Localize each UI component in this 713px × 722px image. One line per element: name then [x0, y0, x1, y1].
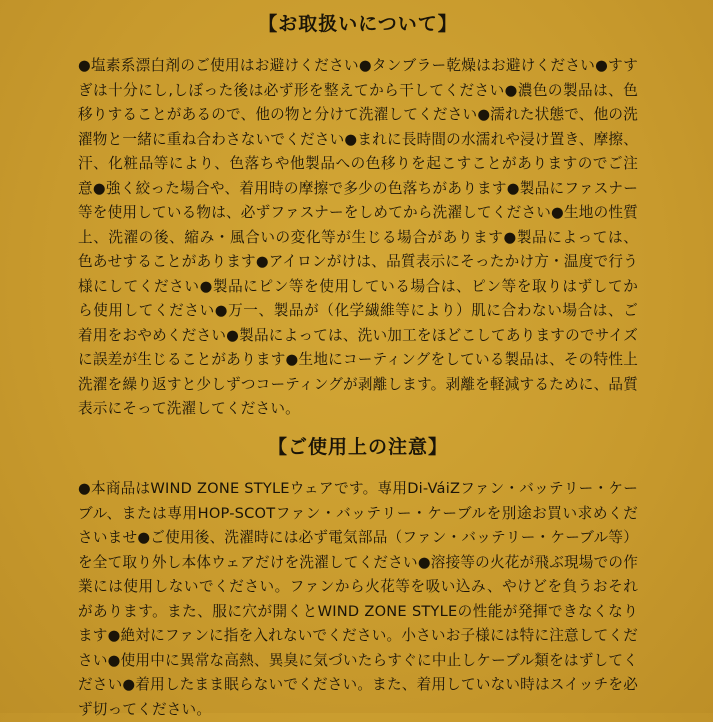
usage-caution-section [78, 433, 638, 722]
handling-section [78, 10, 638, 422]
handling-body: ●塩素系漂白剤のご使用はお避けください●タンブラー乾燥はお避けください●すすぎは十分にし,しぼった後は必ず形を整えてから干してください●濃色の製品は、色移りすることがあるので、他の物と分けて洗濯してください●濡れた状態で、他の洗濯物と一緒に重ね合わさないでください●まれに長時間の水濡れや浸け置き、摩擦、汗、化粧品等により、色落ちや他製品への色移りを起こすことがありますのでご注意●強く絞った場合や、着用時の摩擦で多少の色落ちがあります●製品にファスナー等を使用している物は、必ずファスナーをしめてから洗濯してください●生地の性質上、洗濯の後、縮み・風合いの変化等が生じる場合があります●製品によっては、色あせすることがあります●アイロンがけは、品質表示にそったかけ方・温度で行う様にしてください●製品にピン等を使用している場合は、ピン等を取りはずしてから使用してください●万一、製品が（化学繊維等により）肌に合わない場合は、ご着用をおやめください●製品によっては、洗い加工をほどこしてありますのでサイズに誤差が生じることがあります●生地にコーティングをしている製品は、その特性上洗濯を繰り返すと少しずつコーティングが剥離します。剥離を軽減するために、品質表示にそって洗濯してください。 [78, 57, 638, 417]
handling-heading: 【お取扱いについて】 [258, 13, 458, 35]
usage-caution-body: ●本商品はWIND ZONE STYLEウェアです。専用Di-VáiZファン・バッテリー・ケーブル、または専用HOP-SCOTファン・バッテリー・ケーブルを別途お買い求めくださいませ●ご使用後、洗濯時には必ず電気部品（ファン・バッテリー・ケーブル等）を全て取り外し本体ウェアだけを洗濯してください●溶接等の火花が飛ぶ現場での作業には使用しないでください。ファンから火花等を吸い込み、やけどを負うおそれがあります。また、服に穴が開くとWIND ZONE STYLEの性能が発揮できなくなります●絶対にファンに指を入れないでください。小さいお子様には特に注意してください●使用中に異常な高熱、異臭に気づいたらすぐに中止しケーブル類をはずしてください●着用したまま眠らないでください。また、着用していない時はスイッチを必ず切ってください。 [78, 480, 639, 718]
usage-caution-heading: 【ご使用上の注意】 [267, 436, 448, 458]
